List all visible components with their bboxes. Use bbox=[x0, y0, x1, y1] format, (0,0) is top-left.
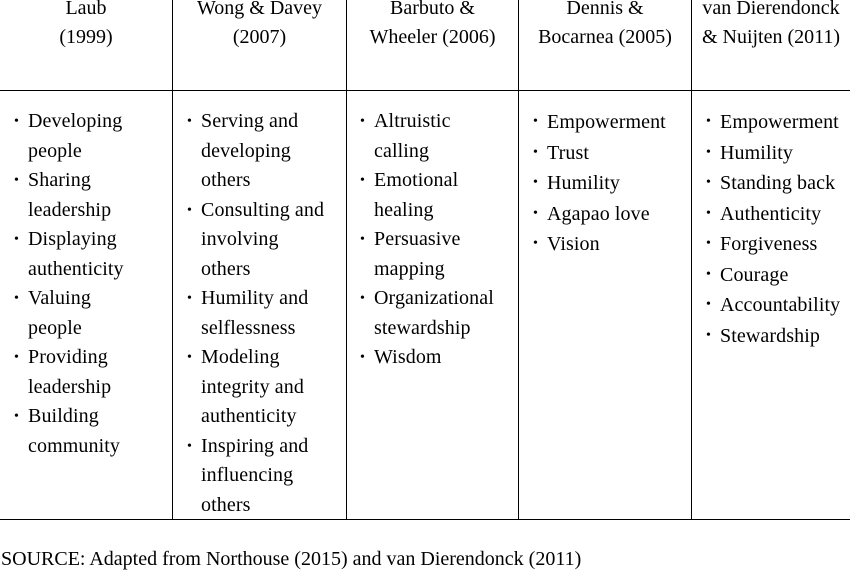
list-item bbox=[14, 343, 124, 402]
list-item bbox=[706, 107, 840, 138]
list-item-text: Vision bbox=[547, 233, 600, 255]
bullet-icon: • bbox=[706, 327, 712, 343]
bullet-icon: • bbox=[187, 291, 193, 306]
list-item-text: Wisdom bbox=[374, 346, 442, 368]
attribute-list bbox=[533, 107, 666, 260]
bullet-icon: • bbox=[187, 114, 193, 129]
header-line: & Nuijten (2011) bbox=[701, 26, 841, 48]
list-item bbox=[187, 196, 324, 285]
bullet-icon: • bbox=[14, 114, 20, 129]
bullet-icon: • bbox=[706, 297, 712, 312]
bullet-icon: • bbox=[533, 236, 539, 251]
attribute-list bbox=[360, 107, 494, 373]
list-item-text: Forgiveness bbox=[720, 233, 818, 255]
list-item-text: Agapao love bbox=[547, 202, 650, 225]
bullet-icon: • bbox=[360, 114, 366, 129]
bullet-icon: • bbox=[706, 205, 712, 221]
list-item-text: stewardship bbox=[374, 316, 471, 339]
bullet-icon: • bbox=[187, 202, 193, 218]
list-item bbox=[360, 107, 494, 166]
bullet-icon: • bbox=[706, 236, 712, 251]
list-item bbox=[187, 432, 324, 521]
bullet-icon: • bbox=[14, 173, 20, 188]
list-item bbox=[360, 225, 494, 284]
header-line: Barbuto & bbox=[390, 0, 475, 19]
bullet-icon: • bbox=[360, 232, 366, 247]
list-item bbox=[533, 168, 666, 199]
list-item-text: Emotional bbox=[374, 169, 459, 191]
list-item-text: Serving and bbox=[201, 110, 299, 132]
list-item-text: selflessness bbox=[201, 316, 296, 339]
bullet-icon: • bbox=[533, 114, 539, 129]
list-item-text: Building bbox=[28, 405, 99, 427]
list-item bbox=[533, 138, 666, 169]
list-item bbox=[706, 321, 840, 352]
bullet-icon: • bbox=[533, 144, 539, 160]
list-item bbox=[187, 343, 324, 432]
list-item-text: Accountability bbox=[720, 294, 841, 316]
list-item-text: Consulting and bbox=[201, 198, 325, 221]
bullet-icon: • bbox=[14, 350, 20, 365]
list-item-text: Authenticity bbox=[720, 202, 822, 225]
list-item-text: people bbox=[28, 316, 82, 339]
list-item-text: Empowerment bbox=[720, 111, 839, 133]
column-header-dennis-bocarnea bbox=[519, 0, 692, 91]
list-item-text: community bbox=[28, 434, 121, 457]
attribute-list bbox=[706, 107, 840, 351]
column-header-wong-davey bbox=[173, 0, 347, 91]
bullet-icon: • bbox=[360, 291, 366, 306]
list-item-text: people bbox=[28, 139, 82, 162]
bullet-icon: • bbox=[14, 232, 20, 247]
header-line: (2007) bbox=[232, 26, 287, 48]
list-item-text: developing bbox=[201, 139, 291, 162]
column-header-laub bbox=[0, 0, 173, 91]
header-line: van Dierendonck bbox=[702, 0, 840, 19]
bullet-icon: • bbox=[14, 291, 20, 306]
list-item bbox=[706, 168, 840, 199]
list-item-text: involving bbox=[201, 228, 279, 250]
bullet-icon: • bbox=[533, 205, 539, 221]
bullet-icon: • bbox=[706, 114, 712, 129]
list-item-text: Humility bbox=[720, 141, 794, 164]
list-item-text: Modeling bbox=[201, 346, 280, 368]
list-item-text: Empowerment bbox=[547, 111, 666, 133]
list-item-text: mapping bbox=[374, 257, 445, 280]
header-line: Laub bbox=[65, 0, 107, 19]
list-item bbox=[706, 229, 840, 260]
list-item bbox=[360, 166, 494, 225]
list-item-text: Standing back bbox=[720, 172, 836, 194]
bullet-icon: • bbox=[14, 409, 20, 424]
attribute-list bbox=[14, 107, 124, 461]
list-item bbox=[14, 284, 124, 343]
header-line: Wheeler (2006) bbox=[369, 26, 496, 48]
list-item-text: Sharing bbox=[28, 169, 91, 191]
list-item bbox=[187, 107, 324, 196]
bullet-icon: • bbox=[706, 144, 712, 160]
list-item-text: leadership bbox=[28, 198, 112, 221]
bullet-icon: • bbox=[360, 173, 366, 188]
header-line: Dennis & bbox=[566, 0, 644, 19]
list-item bbox=[706, 199, 840, 230]
list-item bbox=[533, 229, 666, 260]
list-item bbox=[533, 199, 666, 230]
list-item bbox=[360, 343, 494, 373]
bullet-icon: • bbox=[706, 266, 712, 282]
list-item bbox=[14, 107, 124, 166]
list-item bbox=[14, 402, 124, 461]
bullet-icon: • bbox=[706, 175, 712, 190]
list-item bbox=[706, 290, 840, 321]
list-item-text: Stewardship bbox=[720, 324, 820, 347]
bullet-icon: • bbox=[533, 175, 539, 190]
bullet-icon: • bbox=[360, 350, 366, 365]
list-item-text: Displaying bbox=[28, 228, 117, 250]
list-item bbox=[187, 284, 324, 343]
list-item-text: Persuasive bbox=[374, 228, 461, 250]
list-item-text: Humility bbox=[547, 172, 621, 194]
header-line: (1999) bbox=[59, 26, 113, 48]
list-item-text: Humility and bbox=[201, 287, 309, 309]
attribute-list bbox=[187, 107, 324, 520]
list-item-text: integrity and bbox=[201, 375, 304, 398]
list-item-text: influencing bbox=[201, 464, 294, 486]
list-item-text: Inspiring and bbox=[201, 434, 309, 457]
list-item-text: Providing bbox=[28, 346, 108, 368]
header-line: Wong & Davey bbox=[196, 0, 323, 19]
list-item-text: calling bbox=[374, 139, 430, 162]
bullet-icon: • bbox=[187, 350, 193, 365]
list-item-text: Valuing bbox=[28, 287, 91, 309]
list-item-text: Trust bbox=[547, 141, 590, 164]
list-item-text: others bbox=[201, 257, 251, 280]
list-item bbox=[360, 284, 494, 343]
list-item bbox=[14, 166, 124, 225]
list-item-text: authenticity bbox=[28, 257, 124, 280]
list-item bbox=[14, 225, 124, 284]
column-header-van-dierendonck-nuijten bbox=[692, 0, 850, 91]
list-item-text: Altruistic bbox=[374, 110, 451, 132]
list-item bbox=[706, 260, 840, 291]
column-header-barbuto-wheeler bbox=[347, 0, 519, 91]
list-item-text: Courage bbox=[720, 263, 789, 286]
bullet-icon: • bbox=[187, 438, 193, 454]
list-item bbox=[706, 138, 840, 169]
list-item-text: leadership bbox=[28, 375, 112, 398]
source-note: SOURCE: Adapted from Northouse (2015) and van Dierendonck (2011) bbox=[1, 548, 582, 570]
header-line: Bocarnea (2005) bbox=[538, 26, 672, 48]
list-item-text: Developing bbox=[28, 110, 123, 132]
list-item-text: authenticity bbox=[201, 405, 297, 427]
list-item bbox=[533, 107, 666, 138]
list-item-text: others bbox=[201, 493, 251, 516]
list-item-text: healing bbox=[374, 198, 434, 221]
list-item-text: others bbox=[201, 169, 251, 191]
list-item-text: Organizational bbox=[374, 287, 494, 309]
